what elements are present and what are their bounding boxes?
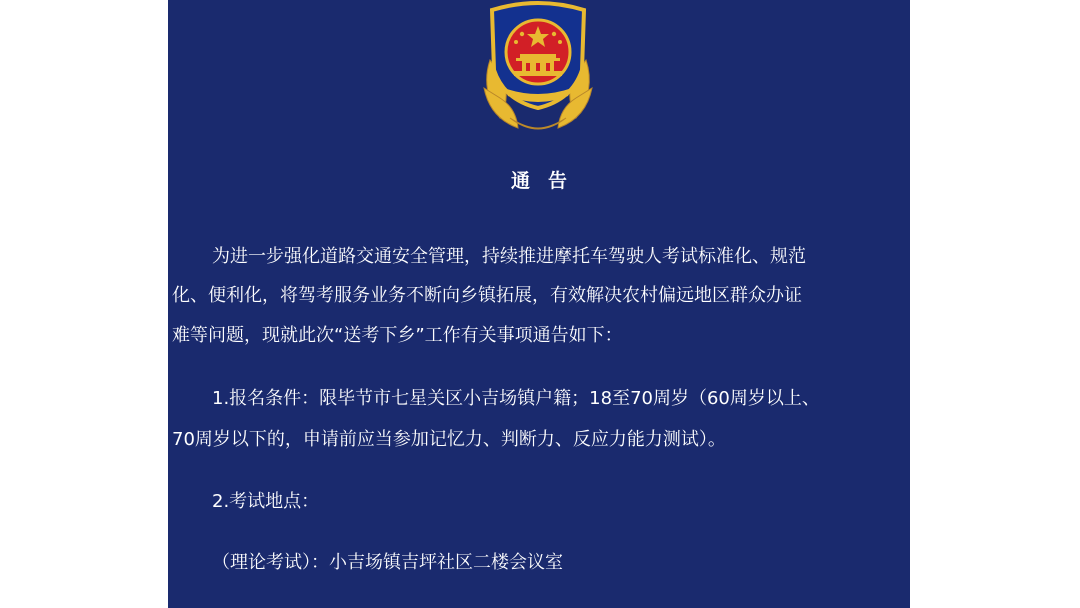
notice-title: 通告 [510,170,585,192]
item-1-line-1: 1.报名条件：限毕节市七星关区小吉场镇户籍；18至70周岁（60周岁以上、 [212,388,820,409]
intro-line-3: 难等问题，现就此次“送考下乡”工作有关事项通告如下： [172,325,623,346]
intro-line-2: 化、便利化，将驾考服务业务不断向乡镇拓展，有效解决农村偏远地区群众办证 [172,285,802,306]
item-2-heading: 2.考试地点： [212,491,320,512]
item-2-theory-location: （理论考试）：小吉场镇吉坪社区二楼会议室 [212,552,563,573]
item-1-line-2: 70周岁以下的，申请前应当参加记忆力、判断力、反应力能力测试）。 [172,429,726,450]
intro-line-1: 为进一步强化道路交通安全管理，持续推进摩托车驾驶人考试标准化、规范 [212,246,806,267]
notice-panel [168,0,910,608]
police-emblem [470,0,606,138]
